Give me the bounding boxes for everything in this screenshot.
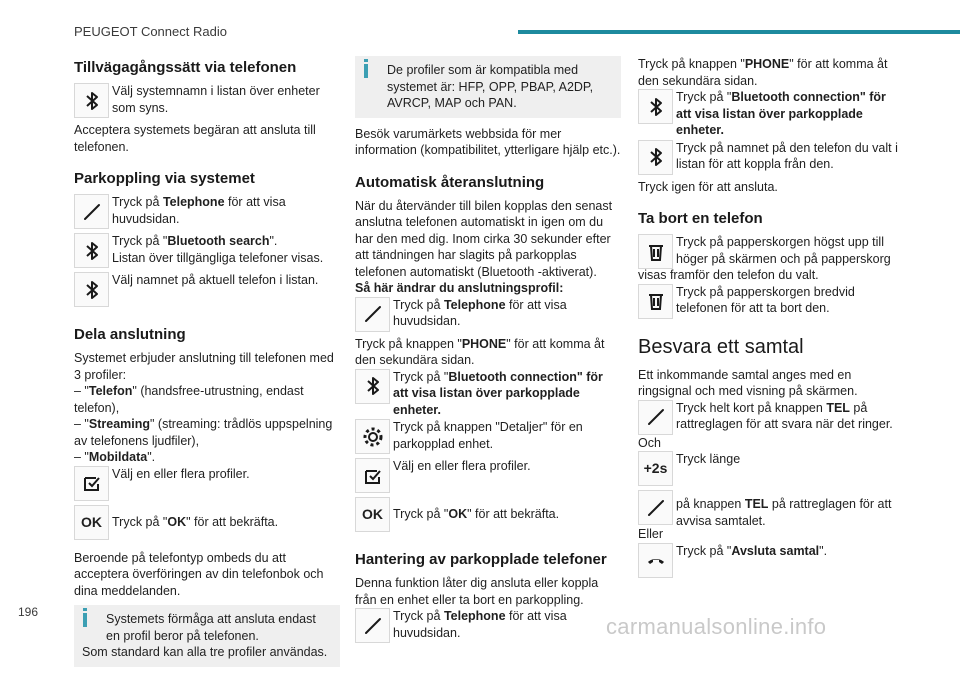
phone-handset-icon <box>638 400 673 435</box>
bluetooth-icon <box>355 369 390 404</box>
step-disconnect: Tryck på namnet på den telefon du valt i listan för att koppla från den. <box>638 140 904 178</box>
step-trash-top: Tryck på papperskorgen högst upp till höger på skärmen och på papperskorg <box>638 234 904 272</box>
section-title-via-system: Parkoppling via systemet <box>74 170 255 187</box>
step-tel-short: Tryck helt kort på knappen TEL på rattreglagen för att svara när det ringer. <box>638 400 904 438</box>
section-title-via-phone: Tillvägagångssätt via telefonen <box>74 59 297 76</box>
step-end-call: Tryck på "Avsluta samtal". <box>638 543 904 581</box>
column-2: De profiler som är kompatibla med systemet är: HFP, OPP, PBAP, A2DP, AVRCP, MAP och PAN. Besök varumärkets webbsida för mer information (kompatibilitet, ytterligare hjälp etc.). Automatisk återanslutning När du återvänder till bilen kopplas den senast anslutna telefonen automatiskt in igen om du har den med dig. Inom cirka 30 sekunder efter att tändningen har slagits på parkopplas telefonen automatiskt (Bluetooth -aktiverat). Så här ändrar du anslutningsprofil: Tryck på Telephone för att visa huvudsidan. Tryck på knappen "PHONE" för att komma åt den sekundära sidan. Tryck på "Bluetooth connection" för att visa listan över parkopplade enheter. Tryck på knappen "Detaljer" för en parkopplad enhet. Välj en eller flera profiler. OK Tryck på "OK" för att bekräfta. Hantering av parkopplade telefoner Denna funktion låter dig ansluta eller koppla från en enhet eller ta bort en parkoppling. Tryck på Telephone för att visa huvudsidan. <box>355 56 621 647</box>
two-seconds-icon: +2s <box>638 451 673 486</box>
step-bluetooth-search: Tryck på "Bluetooth search". Listan över tillgängliga telefoner visas. <box>74 233 340 271</box>
header-title: PEUGEOT Connect Radio <box>74 24 227 39</box>
phone-handset-icon <box>638 490 673 525</box>
ok-icon: OK <box>74 505 109 540</box>
watermark: carmanualsonline.info <box>606 614 827 639</box>
section-title-auto-reconnect: Automatisk återanslutning <box>355 173 545 191</box>
step-tel-reject: på knappen TEL på rattreglagen för att avvisa samtalet. <box>638 490 904 529</box>
paragraph: Acceptera systemets begäran att ansluta till telefonen. <box>74 123 316 154</box>
ok-icon: OK <box>355 497 390 532</box>
step-select-profiles: Välj en eller flera profiler. <box>74 466 340 504</box>
column-3: Tryck på knappen "PHONE" för att komma åt den sekundära sidan. Tryck på "Bluetooth connection" för att visa listan över parkopplade enheter. Tryck på namnet på den telefon du valt i listan för att koppla från den. Tryck igen för att ansluta. Ta bort en telefon Tryck på papperskorgen högst upp till höger på skärmen och på papperskorg visas framför den telefon du valt. Tryck på papperskorgen bredvid telefonen för att ta bort den. Besvara ett samtal Ett inkommande samtal anges med en ringsignal och med visning på skärmen. Tryck helt kort på knappen TEL på rattreglagen för att svara när det ringer. Och +2s Tryck länge på knappen TEL på rattreglagen för att avvisa samtalet. Eller Tryck på "Avsluta samtal". <box>638 56 904 582</box>
info-icon <box>83 613 87 627</box>
section-title-share-connection: Dela anslutning <box>74 326 186 343</box>
phone-handset-icon <box>355 608 390 643</box>
section-title-answer-call: Besvara ett samtal <box>638 335 804 358</box>
step-details: Tryck på knappen "Detaljer" för en parkopplad enhet. <box>355 419 621 457</box>
trash-icon <box>638 284 673 319</box>
step-press-ok: OK Tryck på "OK" för att bekräfta. <box>355 497 621 535</box>
section-title-delete-phone: Ta bort en telefon <box>638 210 763 227</box>
step-press-telephone: Tryck på Telephone för att visa huvudsidan. <box>74 194 340 232</box>
step-bluetooth-connection: Tryck på "Bluetooth connection" för att visa listan över parkopplade enheter. <box>638 89 904 139</box>
trash-icon <box>638 234 673 269</box>
checkbox-icon <box>74 466 109 501</box>
bluetooth-icon <box>638 89 673 124</box>
checkbox-icon <box>355 458 390 493</box>
step-select-system <box>74 83 340 121</box>
info-box-profile: Systemets förmåga att ansluta endast en profil beror på telefonen. Som standard kan alla tre profiler användas. <box>74 605 340 667</box>
hang-up-icon <box>638 543 673 578</box>
header-accent-bar <box>518 30 960 34</box>
phone-handset-icon <box>355 297 390 332</box>
step-select-profiles: Välj en eller flera profiler. <box>355 458 621 496</box>
gear-icon <box>355 419 390 454</box>
step-trash-delete: Tryck på papperskorgen bredvid telefonen för att ta bort den. <box>638 284 904 322</box>
step-press-ok: OK Tryck på "OK" för att bekräfta. <box>74 505 340 543</box>
section-title-manage-paired: Hantering av parkopplade telefoner <box>355 551 607 568</box>
step-select-phone: Välj namnet på aktuell telefon i listan. <box>74 272 340 310</box>
step-text: Välj systemnamn i listan över enheter som syns. <box>112 84 320 115</box>
bluetooth-icon <box>74 272 109 307</box>
info-box-compatible: De profiler som är kompatibla med systemet är: HFP, OPP, PBAP, A2DP, AVRCP, MAP och PAN. <box>355 56 621 118</box>
step-long-press: +2s Tryck länge <box>638 451 904 489</box>
phone-handset-icon <box>74 194 109 229</box>
step-press-telephone: Tryck på Telephone för att visa huvudsidan. <box>355 608 621 646</box>
step-bluetooth-connection: Tryck på "Bluetooth connection" för att visa listan över parkopplade enheter. <box>355 369 621 419</box>
bluetooth-icon <box>74 83 109 118</box>
page-number: 196 <box>18 605 39 619</box>
bluetooth-icon <box>74 233 109 268</box>
bluetooth-icon <box>638 140 673 175</box>
step-press-telephone: Tryck på Telephone för att visa huvudsidan. <box>355 297 621 335</box>
column-1: Tillvägagångssätt via telefonen Välj systemnamn i listan över enheter som syns. Acceptera systemets begäran att ansluta till telefonen. Parkoppling via systemet Tryck på Telephone för att visa huvudsidan. Tryck på "Bluetooth search". Listan över tillgängliga telefoner visas. Välj namnet på aktuell telefon i listan. Dela anslutning Systemet erbjuder anslutning till telefonen med 3 profiler: – "Telefon" (handsfree-utrustning, endast telefon), – "Streaming" (streaming: trådlös uppspelning av telefonens ljudfiler), – "Mobildata". Välj en eller flera profiler. OK Tryck på "OK" för att bekräfta. Beroende på telefontyp ombeds du att acceptera överföringen av din telefonbok och dina meddelanden. Systemets förmåga att ansluta endast en profil beror på telefonen. Som standard kan alla tre profiler användas. <box>74 56 340 675</box>
info-icon <box>364 64 368 78</box>
